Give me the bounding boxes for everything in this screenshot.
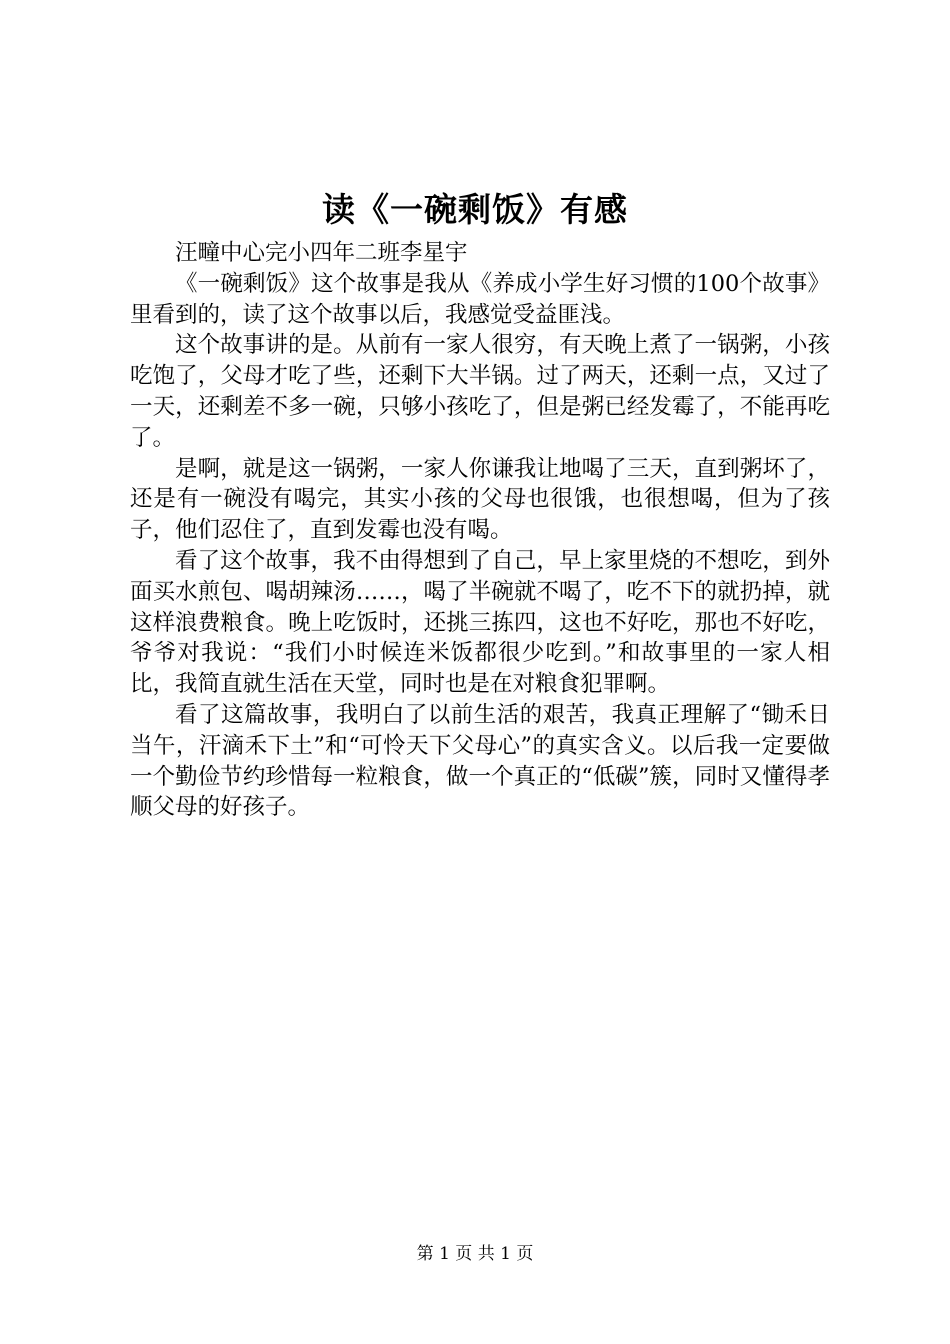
- paragraph-2: 这个故事讲的是。从前有一家人很穷，有天晚上煮了一锅粥，小孩吃饱了，父母才吃了些，还剩下大半锅。过了两天，还剩一点，又过了一天，还剩差不多一碗，只够小孩吃了，但是粥已经发霉了，不能再吃了。: [130, 332, 830, 451]
- document-body: [130, 238, 830, 823]
- paragraph-3: 是啊，就是这一锅粥，一家人你谦我让地喝了三天，直到粥坏了，还是有一碗没有喝完，其实小孩的父母也很饿，也很想喝，但为了孩子，他们忍住了，直到发霉也没有喝。: [130, 455, 830, 544]
- paragraph-4: 看了这个故事，我不由得想到了自己，早上家里烧的不想吃，到外面买水煎包、喝胡辣汤……，喝了半碗就不喝了，吃不下的就扔掉，就这样浪费粮食。晚上吃饭时，还挑三拣四，这也不好吃，那也不好吃，爷爷对我说：“我们小时候连米饭都很少吃到。”和故事里的一家人相比，我简直就生活在天堂，同时也是在对粮食犯罪啊。: [130, 547, 830, 698]
- paragraph-5: 看了这篇故事，我明白了以前生活的艰苦，我真正理解了“锄禾日当午，汗滴禾下土”和“可怜天下父母心”的真实含义。以后我一定要做一个勤俭节约珍惜每一粒粮食，做一个真正的“低碳”簇，同时又懂得孝顺父母的好孩子。: [130, 701, 830, 821]
- author-line: 汪疃中心完小四年二班李星宇: [175, 240, 468, 266]
- document-title: 读《一碗剩饭》有感: [322, 190, 628, 229]
- paragraph-1: 《一碗剩饭》这个故事是我从《养成小学生好习惯的100个故事》里看到的，读了这个故事以后，我感觉受益匪浅。: [130, 270, 830, 328]
- page-footer: 第 1 页 共 1 页: [416, 1244, 534, 1264]
